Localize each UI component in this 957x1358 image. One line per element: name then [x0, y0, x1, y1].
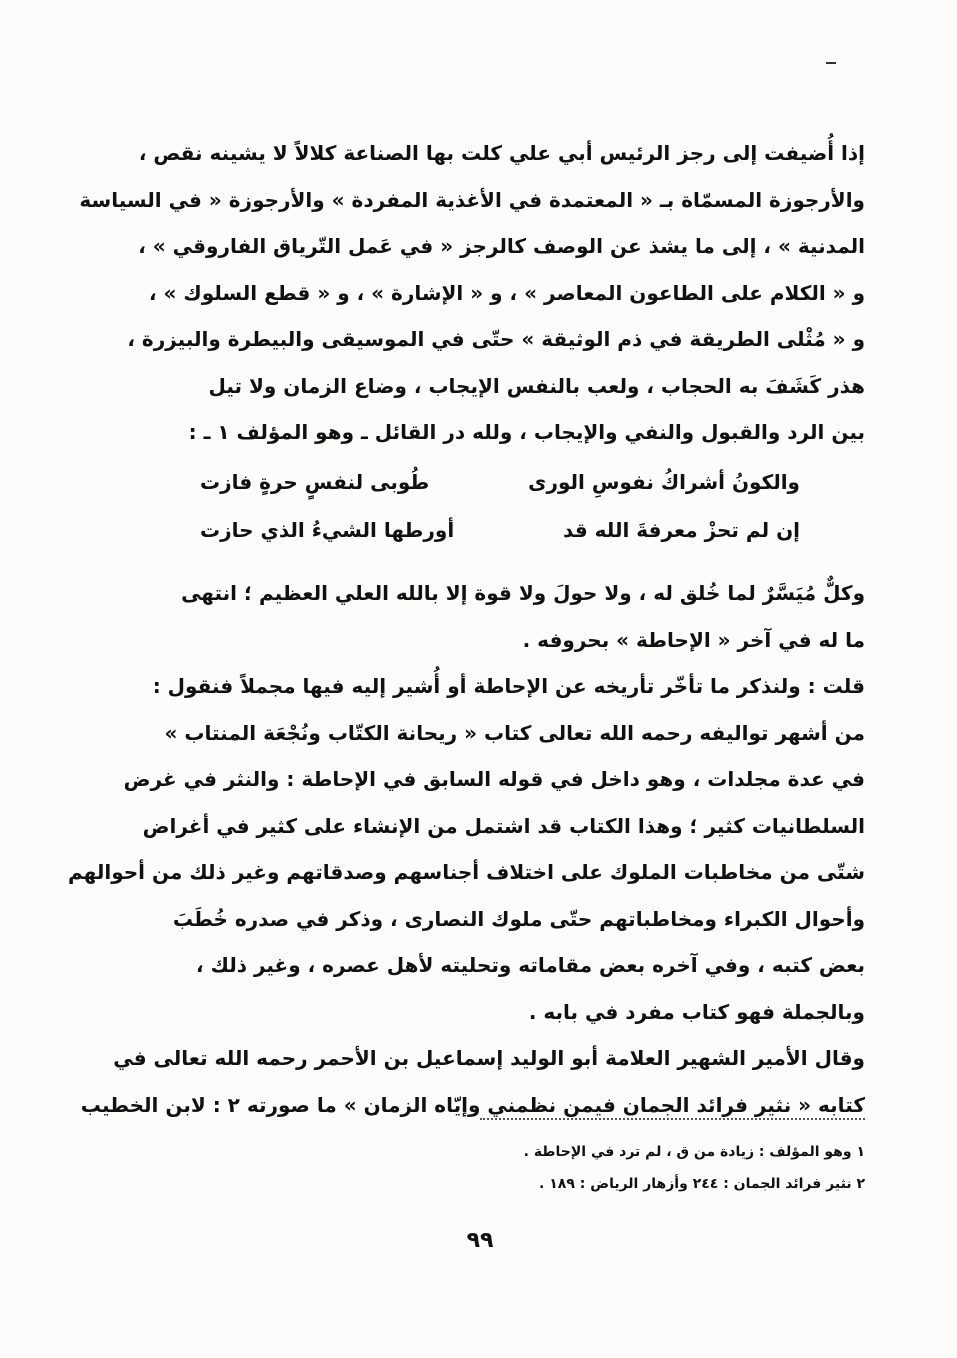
text-line: قلت : ولنذكر ما تأخّر تأريخه عن الإحاطة أو أُشير إليه فيها مجملاً فنقول :	[152, 674, 865, 698]
footnote-separator	[480, 1118, 865, 1120]
text-line: المدنية » ، إلى ما يشذ عن الوصف كالرجز « في عَمل التّرياق الفاروقي » ،	[138, 234, 865, 258]
text-line: و « مُثْلى الطريقة في ذم الوثيقة » حتّى في الموسيقى والبيطرة والبيزرة ،	[127, 327, 865, 351]
text-line: وكلٌّ مُيَسَّرٌ لما خُلق له ، ولا حولَ ولا قوة إلا بالله العلي العظيم ؛ انتهى	[181, 581, 865, 605]
paragraph-2	[67, 570, 865, 1128]
text-line: من أشهر تواليفه رحمه الله تعالى كتاب « ريحانة الكتّاب ونُجْعَة المنتاب »	[164, 720, 865, 745]
footnote: ١ وهو المؤلف : زيادة من ق ، لم ترد في الإحاطة .	[523, 1144, 865, 1160]
footnote: ٢ نثير فرائد الجمان : ٢٤٤ وأزهار الرياض : ١٨٩ .	[539, 1176, 865, 1192]
text-line: هذر كَشَفَ به الحجاب ، ولعب بالنفس الإيجاب ، وضاع الزمان ولا تيل	[208, 373, 865, 398]
text-line: والأرجوزة المسمّاة بـ « المعتمدة في الأغذية المفردة » والأرجوزة « في السياسة	[79, 187, 865, 212]
text-line: بين الرد والقبول والنفي والإيجاب ، ولله در القائل ـ وهو المؤلف ١ ـ :	[188, 420, 865, 444]
paragraph-1	[79, 130, 865, 456]
text-line: وقال الأمير الشهير العلامة أبو الوليد إسماعيل بن الأحمر رحمه الله تعالى في	[113, 1046, 865, 1070]
text-line: و « الكلام على الطاعون المعاصر » ، و « الإشارة » ، و « قطع السلوك » ،	[148, 280, 865, 305]
page-number: ٩٩	[466, 1228, 494, 1253]
verse-second-hemistich: أورطها الشيءُ الذي حازت	[200, 518, 455, 542]
text-line: في عدة مجلدات ، وهو داخل في قوله السابق في الإحاطة : والنثر في غرض	[123, 767, 865, 791]
text-line: إذا أُضيفت إلى رجز الرئيس أبي علي كلت بها الصناعة كلالاً لا يشينه نقص ،	[138, 141, 865, 165]
text-line: ما له في آخر « الإحاطة » بحروفه .	[522, 627, 865, 652]
verse-first-hemistich: والكونُ أشراكُ نفوسِ الورى	[528, 470, 800, 494]
text-line: شتّى من مخاطبات الملوك على اختلاف أجناسهم وصدقاتهم وغير ذلك من أحوالهم	[67, 860, 865, 884]
text-line: وأحوال الكبراء ومخاطباتهم حتّى ملوك النصارى ، وذكر في صدره خُطَبَ	[172, 906, 865, 931]
print-speck	[826, 62, 836, 64]
verse-line	[200, 462, 800, 502]
verse-first-hemistich: إن لم تحزْ معرفةَ الله قد	[563, 518, 800, 542]
footnotes	[300, 1136, 865, 1200]
text-line: السلطانيات كثير ؛ وهذا الكتاب قد اشتمل من الإنشاء على كثير في أغراض	[142, 813, 865, 838]
verse-second-hemistich: طُوبى لنفسٍ حرةٍ فازت	[200, 470, 430, 494]
text-line: بعض كتبه ، وفي آخره بعض مقاماته وتحليته لأهل عصره ، وغير ذلك ،	[196, 953, 865, 977]
text-line: كتابه « نثير فرائد الجمان فيمن نظمني وإيّاه الزمان » ما صورته ٢ : لابن الخطيب	[80, 1092, 865, 1117]
verse-line	[200, 510, 800, 550]
text-line: وبالجملة فهو كتاب مفرد في بابه .	[528, 999, 865, 1024]
